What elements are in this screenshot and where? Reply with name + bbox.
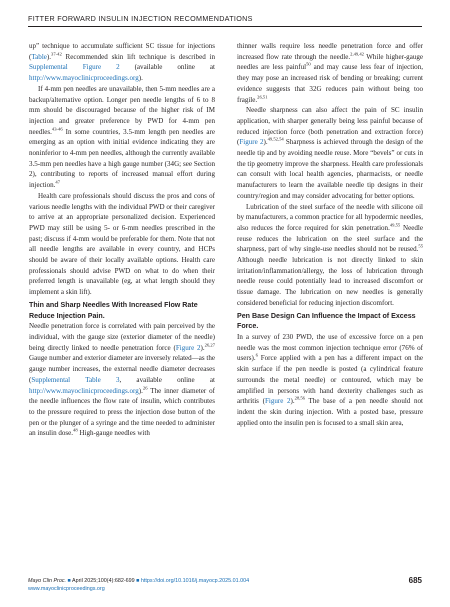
paragraph: If 4-mm pen needles are unavailable, then 5-mm needles are a backup/alternative option. Longer pen needle lengths of 6 to 8 mm should be discouraged because of the higher risk of IM injection and greater preference by PWD for 4-mm pen needles.$^{43-46}$ In some countries, 3.5-mm length pen needles are emerging as an option with initial evidence indicating they are noninferior to 4-mm pen needles, although the currently available 3.5-mm pen needles have a high gauge number (34G; see Section 2), contributing to reports of increased manual effort during injection.$^{47}$: [29, 84, 215, 190]
page-number: 685: [408, 576, 422, 585]
citation-superscript[interactable]: 26,51: [257, 94, 268, 100]
citation-superscript[interactable]: 50: [306, 62, 311, 68]
right-column: [237, 41, 423, 428]
citation-superscript[interactable]: 26,27: [204, 342, 215, 348]
inline-link[interactable]: Supplemental Figure 2: [29, 63, 120, 72]
paragraph: up” technique to accumulate sufficient SC tissue for injections (Table).$^{37-42}$ Recommended skin lift technique is described in Supplemental Figure 2 (available online at http://www.mayoclinicproceedings.org).: [29, 42, 215, 83]
citation-superscript[interactable]: 2,49,42: [350, 51, 364, 57]
separator-icon: ■: [67, 578, 71, 584]
section-heading: Pen Base Design Can Influence the Impact of Excess Force.: [237, 311, 416, 331]
paragraph: In a survey of 230 PWD, the use of excessive force on a pen needle was the most common injection technique error (76% of users).$^6$ Force applied with a pen has a different impact on the skin surface if the pen needle is posted (a cylindrical feature surrounds the metal needle) or contoured, which may be amplified in persons with hand dexterity challenges such as arthritis (Figure 2).$^{28,56}$ The base of a pen needle should not indent the skin during injection. With a posted base, pressure applied onto the insulin pen is focused to a small skin area,: [237, 332, 423, 427]
left-column: [29, 41, 215, 439]
inline-link[interactable]: http://www.mayoclinicproceedings.org: [29, 386, 139, 395]
paragraph: Needle sharpness can also affect the pain of SC insulin application, with sharper generally being less painful because of reduced injection force (both penetration and extraction force) (Figure 2).$^{49,52,54}$ Sharpness is achieved through the design of the needle tip and by avoiding needle reuse. More “bevels” or cuts in the tip geometry improve the sharpness. Health care professionals can consult with local health agencies, pharmacists, or needle manufacturers to learn the available needle tip designs in their country/region and may consider advocating for better options.: [237, 106, 423, 200]
inline-link[interactable]: Figure 2: [239, 138, 264, 147]
paragraph: thinner walls require less needle penetration force and offer increased flow rate through the needle.$^{2,49,42}$ While higher-gauge needles are less painful$^{50}$ and may cause less fear of injection, they may pose an increased risk of bending or breaking; current evidence suggests that 32G reduces pain without being too fragile.$^{26,51}$: [237, 42, 423, 104]
header-rule: [28, 26, 422, 27]
citation-superscript[interactable]: 49,55: [389, 222, 401, 228]
paragraph: Lubrication of the steel surface of the needle with silicone oil by manufacturers, a common practice for all hypodermic needles, also reduces the force required for skin penetration.$^{49,55}$ Needle reuse reduces the lubrication on the steel surface and the sharpness, part of why single-use needles should not be reused.$^{55}$ Although needle lubrication is not directly linked to skin irritation/inflammation/allergy, the loss of lubrication through needle reuse could potentially lead to increased discomfort or tissue damage. The lubrication on new needles is generally considered beneficial for reducing injection discomfort.: [237, 202, 423, 307]
section-heading: Thin and Sharp Needles With Increased Flow Rate Reduce Injection Pain.: [29, 300, 198, 320]
separator-icon: ■: [136, 578, 140, 584]
footer-citation: [28, 577, 249, 593]
journal-site-link[interactable]: www.mayoclinicproceedings.org: [28, 586, 105, 592]
inline-link[interactable]: Supplemental Table 3: [31, 375, 120, 384]
paragraph: Health care professionals should discuss the pros and cons of various needle lengths with the individual PWD or their caregiver to arrive at an appropriate personalized decision. Experienced PWD may still be using 5- or 6-mm needles prescribed in the past; discuss if 4-mm would be preferable for them. Note that not all needle lengths are available in every country, and HCPs should be aware of their locally available options. Health care professionals should advise PWD on what to do when their preferred length is unavailable (eg, at what length should they implement a skin lift).: [29, 191, 215, 297]
citation-superscript[interactable]: 43-46: [51, 126, 63, 132]
issue-date: April 2025;100(4):682-699: [72, 578, 135, 584]
paragraph: Needle penetration force is correlated with pain perceived by the individual, with the gauge size (exterior diameter of the needle) being directly linked to needle penetration force (Figure 2).$^{26,27}$ Gauge number and exterior diameter are inversely related—as the gauge number increases, the external needle diameter decreases (Supplemental Table 3, available online at http://www.mayoclinicproceedings.org).$^{26}$ The inner diameter of the needle influences the flow rate of insulin, which contributes to the pressure required to press the injection dose button of the pen or the plunger of a syringe and the time needed to administer an insulin dose.$^{48}$ High-gauge needles with: [29, 322, 215, 438]
journal-name: Mayo Clin Proc.: [28, 578, 67, 584]
inline-link[interactable]: Figure 2: [264, 397, 291, 406]
citation-superscript[interactable]: 48: [73, 427, 78, 433]
doi-link[interactable]: https://doi.org/10.1016/j.mayocp.2025.01.004: [140, 578, 250, 584]
inline-link[interactable]: http://www.mayoclinicproceedings.org: [29, 74, 139, 83]
inline-link[interactable]: Table: [31, 52, 47, 61]
citation-superscript[interactable]: 47: [55, 179, 61, 185]
inline-link[interactable]: Figure 2: [175, 343, 201, 352]
citation-superscript[interactable]: 28,56: [294, 395, 305, 401]
citation-superscript[interactable]: 37-42: [51, 51, 62, 57]
citation-superscript[interactable]: 49,52,54: [267, 136, 284, 142]
citation-superscript[interactable]: 26: [142, 385, 148, 391]
running-head: FITTER FORWARD INSULIN INJECTION RECOMMENDATIONS: [28, 14, 253, 23]
citation-superscript[interactable]: 6: [255, 353, 258, 359]
citation-superscript[interactable]: 55: [418, 244, 423, 250]
